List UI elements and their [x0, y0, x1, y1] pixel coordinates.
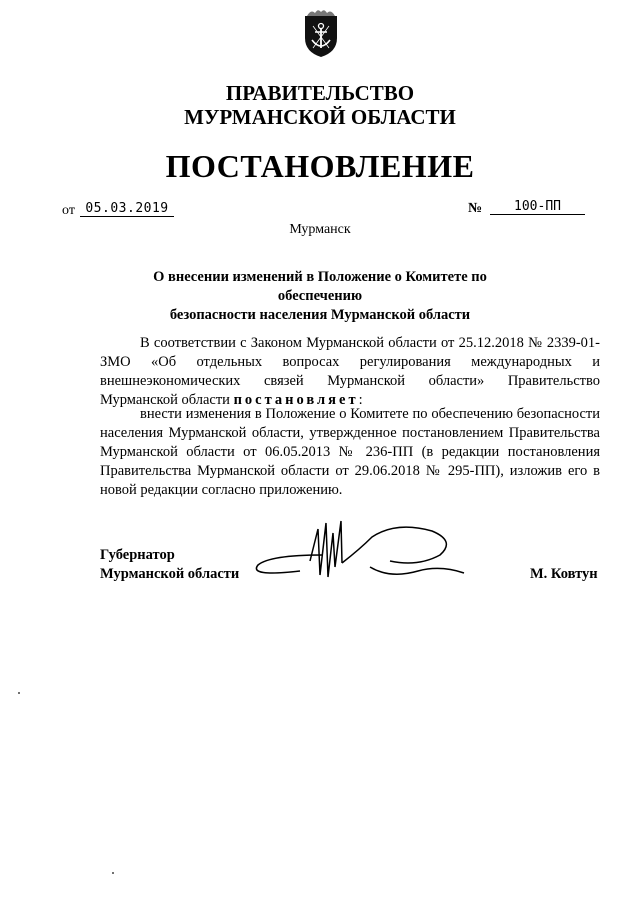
scan-speck [112, 872, 114, 874]
decree-keyword: постановляет [233, 392, 359, 408]
org-name-line1: ПРАВИТЕЛЬСТВО [225, 81, 415, 105]
signatory-title-line1: Губернатор [100, 547, 175, 563]
signatory-name: М. Ковтун [530, 566, 598, 582]
document-type: ПОСТАНОВЛЕНИЕ [165, 148, 475, 184]
signatory-title-line2: Мурманской области [100, 566, 240, 582]
org-name-line2: МУРМАНСКОЙ ОБЛАСТИ [184, 105, 456, 129]
signatory-title [100, 546, 239, 584]
body-paragraph-2 [100, 405, 600, 500]
paragraph-1-tail: : [358, 392, 363, 408]
document-subject [120, 268, 520, 325]
subject-line1: О внесении изменений в Положение о Комитете по обеспечению [153, 269, 487, 304]
date-label: от [62, 203, 75, 218]
body-paragraph-1 [100, 334, 600, 410]
handwritten-signature-icon [240, 515, 480, 595]
number-label: № [468, 201, 483, 216]
murmansk-coat-of-arms-icon [301, 8, 341, 58]
subject-line2: безопасности населения Мурманской области [169, 307, 471, 323]
document-number: 100-ПП [490, 199, 585, 215]
paragraph-1-text: В соответствии с Законом Мурманской области от 25.12.2018 № 2339-01-ЗМО «Об отдельных вопросах регулирования международных и внешнеэкономических связей Мурманской области» Правительство Мурманской области [100, 335, 600, 408]
city: Мурманск [289, 222, 351, 237]
document-date: 05.03.2019 [80, 201, 174, 217]
paragraph-2-text: внести изменения в Положение о Комитете по обеспечению безопасности населения Мурманской области, утвержденное постановлением Правительства Мурманской области от 06.05.2013 № 236-ПП (в редакции постановления Правительства Мурманской области от 29.06.2018 № 295-ПП), изложив его в новой редакции согласно приложению. [100, 406, 600, 498]
scan-speck [18, 692, 20, 694]
